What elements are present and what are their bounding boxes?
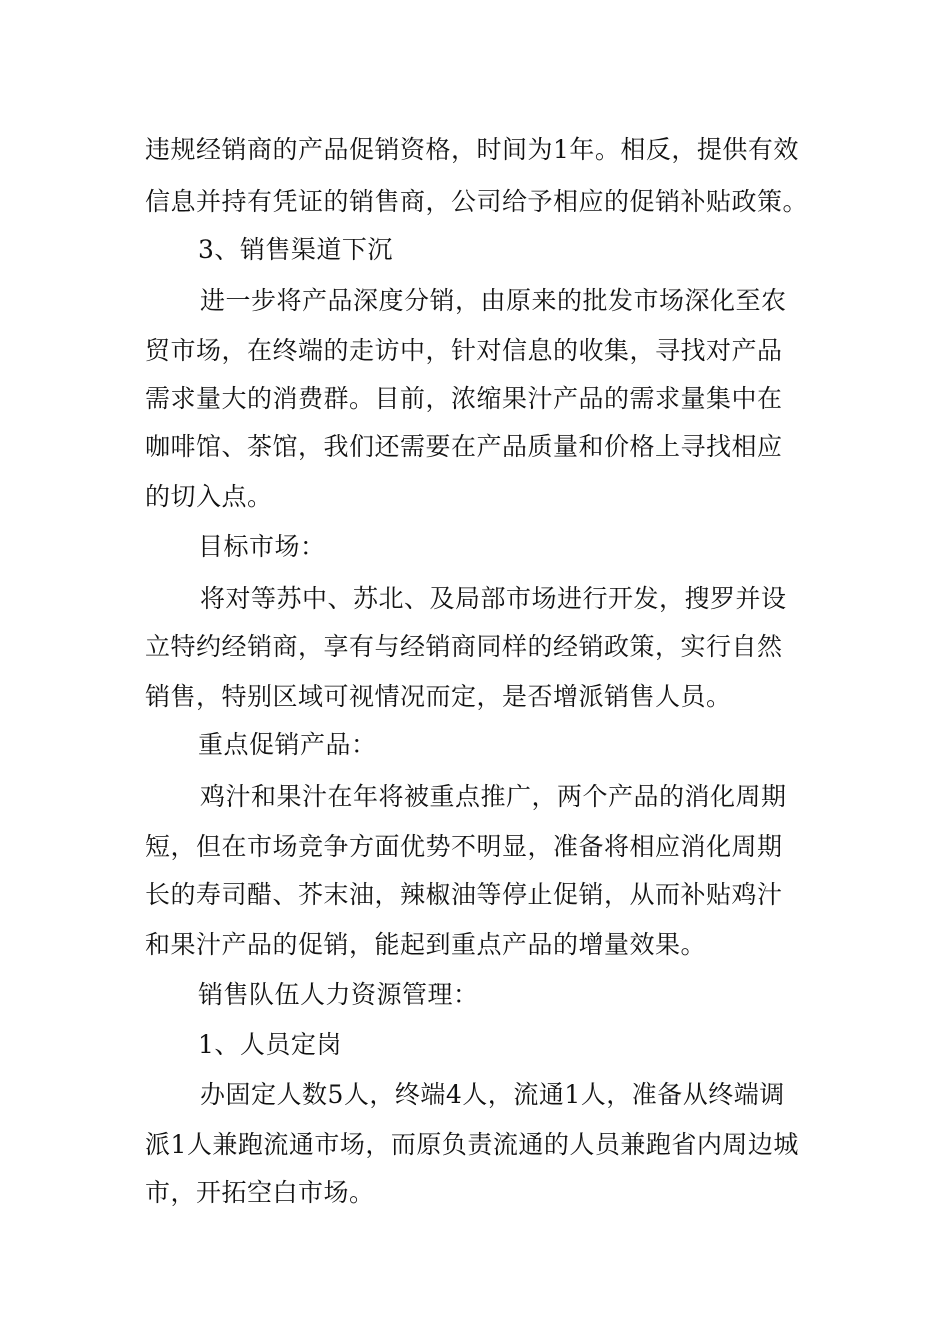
- paragraph-line: 违规经销商的产品促销资格，时间为1年。相反，提供有效: [145, 135, 799, 164]
- section-heading: 3、销售渠道下沉: [198, 235, 393, 264]
- paragraph-line: 短，但在市场竞争方面优势不明显，准备将相应消化周期: [145, 832, 783, 861]
- paragraph-line: 将对等苏中、苏北、及局部市场进行开发，搜罗并设: [200, 584, 787, 613]
- paragraph-line: 贸市场，在终端的走访中，针对信息的收集，寻找对产品: [145, 336, 783, 365]
- paragraph-line: 需求量大的消费群。目前，浓缩果汁产品的需求量集中在: [145, 384, 783, 413]
- paragraph-line: 和果汁产品的促销，能起到重点产品的增量效果。: [145, 930, 707, 959]
- section-heading: 重点促销产品：: [198, 730, 377, 759]
- paragraph-line: 进一步将产品深度分销，由原来的批发市场深化至农: [200, 286, 787, 315]
- section-heading: 目标市场：: [198, 532, 326, 561]
- paragraph-line: 派1人兼跑流通市场，而原负责流通的人员兼跑省内周边城: [145, 1130, 799, 1159]
- section-heading: 销售队伍人力资源管理：: [198, 980, 479, 1009]
- paragraph-line: 的切入点。: [145, 482, 273, 511]
- paragraph-line: 市，开拓空白市场。: [145, 1178, 375, 1207]
- paragraph-line: 办固定人数5人，终端4人，流通1人，准备从终端调: [200, 1080, 785, 1109]
- paragraph-line: 咖啡馆、茶馆，我们还需要在产品质量和价格上寻找相应: [145, 432, 783, 461]
- paragraph-line: 长的寿司醋、芥末油，辣椒油等停止促销，从而补贴鸡汁: [145, 880, 783, 909]
- paragraph-line: 信息并持有凭证的销售商，公司给予相应的促销补贴政策。: [145, 187, 809, 216]
- section-heading: 1、人员定岗: [198, 1030, 342, 1059]
- paragraph-line: 立特约经销商，享有与经销商同样的经销政策，实行自然: [145, 632, 783, 661]
- paragraph-line: 销售，特别区域可视情况而定，是否增派销售人员。: [145, 682, 732, 711]
- paragraph-line: 鸡汁和果汁在年将被重点推广，两个产品的消化周期: [200, 782, 787, 811]
